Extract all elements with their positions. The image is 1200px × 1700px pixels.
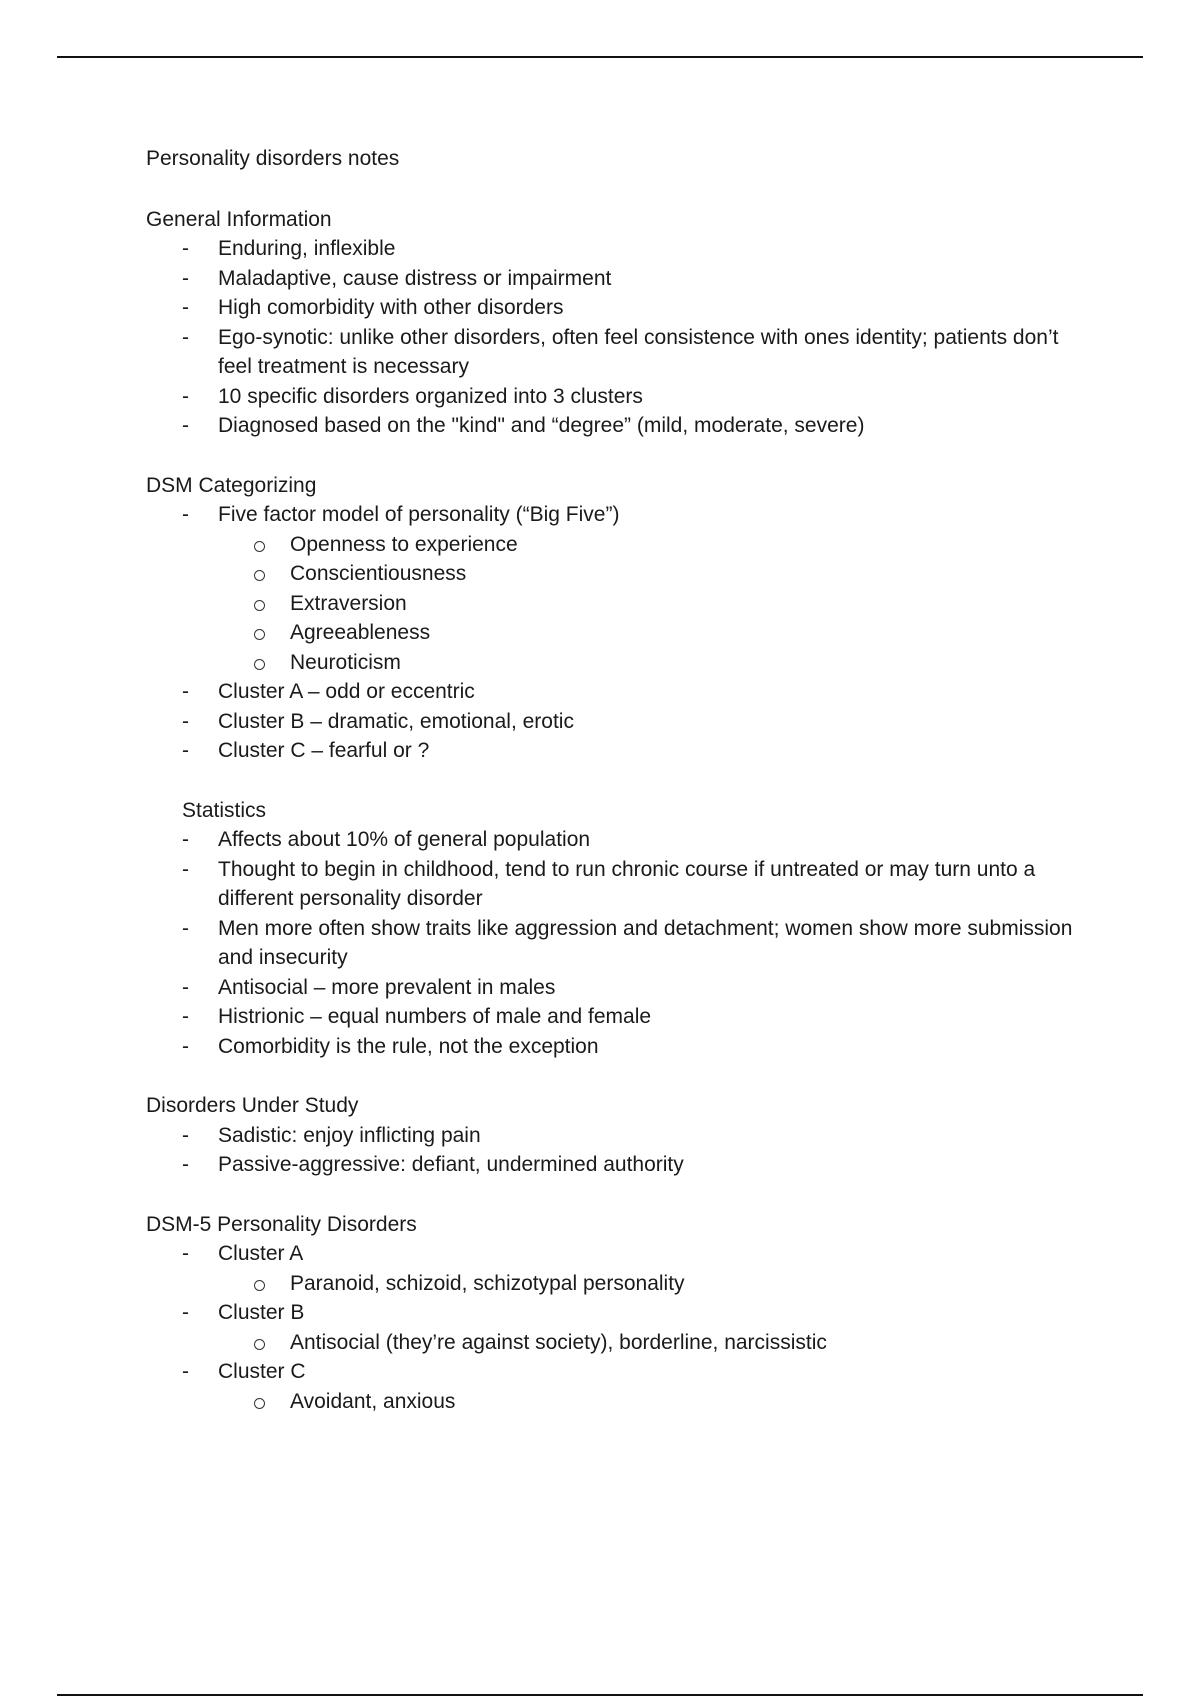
circle-bullet-icon <box>254 600 265 611</box>
list-item <box>146 825 1096 855</box>
dash-bullet-icon: - <box>182 828 189 851</box>
dash-bullet-icon: - <box>182 266 189 290</box>
dash-bullet-icon: - <box>182 1034 189 1058</box>
section-heading: Statistics <box>182 798 267 822</box>
dash-bullet-icon: - <box>182 384 189 408</box>
sub-list-item-text: Antisocial (they’re against society), borderline, narcissistic <box>290 1330 827 1354</box>
list-item <box>146 914 1096 973</box>
dash-bullet-icon: - <box>182 1123 189 1147</box>
sub-list-item-text: Paranoid, schizoid, schizotypal personality <box>290 1271 685 1295</box>
list-item-text: Men more often show traits like aggression and detachment; women show more submission and insecurity <box>218 916 1073 969</box>
list-item-text: High comorbidity with other disorders <box>218 296 564 319</box>
section-heading: General Information <box>146 207 332 231</box>
list-item-text: Maladaptive, cause distress or impairment <box>218 266 612 290</box>
list-item-text: Cluster A – odd or eccentric <box>218 680 475 703</box>
sub-list-item-text: Extraversion <box>290 591 407 615</box>
list-item-text: Cluster C – fearful or ? <box>218 739 430 762</box>
list-item-text: Histrionic – equal numbers of male and female <box>218 1005 652 1028</box>
sub-list-item <box>218 530 1096 560</box>
sub-list-item-text: Openness to experience <box>290 532 518 556</box>
list-item <box>146 293 1096 323</box>
sub-list-item <box>218 1387 1096 1417</box>
footer-rule <box>57 1694 1143 1696</box>
list-item <box>146 1298 1096 1357</box>
list-item-text: Comorbidity is the rule, not the exception <box>218 1034 599 1058</box>
bullet-list <box>146 825 1096 1061</box>
list-item <box>146 973 1096 1003</box>
list-item-text: Antisocial – more prevalent in males <box>218 975 556 999</box>
circle-bullet-icon <box>254 541 265 552</box>
sub-list-item <box>218 559 1096 589</box>
dash-bullet-icon: - <box>182 1301 189 1324</box>
list-item-text: Thought to begin in childhood, tend to run chronic course if untreated or may turn unto a different personality disorder <box>218 857 1036 910</box>
dash-bullet-icon: - <box>182 1242 189 1265</box>
sub-list-item-text: Conscientiousness <box>290 562 467 585</box>
circle-bullet-icon <box>254 1339 265 1350</box>
sub-list-item <box>218 618 1096 648</box>
dash-bullet-icon: - <box>182 1360 189 1383</box>
circle-bullet-icon <box>254 1398 265 1409</box>
list-item <box>146 411 1096 441</box>
list-item <box>146 264 1096 294</box>
bullet-list <box>146 1121 1096 1180</box>
dash-bullet-icon: - <box>182 680 189 703</box>
header-rule <box>57 56 1143 58</box>
sub-list-item <box>218 589 1096 619</box>
list-item-text: Diagnosed based on the "kind" and “degree” (mild, moderate, severe) <box>218 414 865 437</box>
list-item-text: Affects about 10% of general population <box>218 828 591 851</box>
section-disorders-under-study <box>146 1091 1096 1180</box>
dash-bullet-icon: - <box>182 916 189 940</box>
dash-bullet-icon: - <box>182 857 189 881</box>
cluster-label: Cluster B <box>218 1301 305 1324</box>
list-item-text: Passive-aggressive: defiant, undermined authority <box>218 1153 684 1176</box>
dash-bullet-icon: - <box>182 237 189 260</box>
sub-list-item <box>218 1269 1096 1299</box>
list-item <box>146 1032 1096 1062</box>
list-item-text: 10 specific disorders organized into 3 clusters <box>218 384 643 408</box>
section-statistics <box>146 796 1096 1062</box>
sub-bullet-list <box>218 1328 1096 1358</box>
dash-bullet-icon: - <box>182 414 189 437</box>
list-item <box>146 382 1096 412</box>
dash-bullet-icon: - <box>182 975 189 999</box>
list-item-text: Ego-synotic: unlike other disorders, often feel consistence with ones identity; patients don’t feel treatment is necessary <box>218 325 1059 378</box>
list-item <box>146 1150 1096 1180</box>
section-dsm5-personality-disorders <box>146 1210 1096 1417</box>
list-item <box>146 1121 1096 1151</box>
circle-bullet-icon <box>254 629 265 640</box>
list-item <box>146 736 1096 766</box>
list-item-text: Enduring, inflexible <box>218 237 396 260</box>
list-item <box>146 677 1096 707</box>
sub-list-item <box>218 648 1096 678</box>
bullet-list <box>146 500 1096 766</box>
list-item-text: Five factor model of personality (“Big Five”) <box>218 503 620 526</box>
section-heading: DSM-5 Personality Disorders <box>146 1212 417 1236</box>
bullet-list <box>146 234 1096 441</box>
cluster-label: Cluster C <box>218 1360 306 1383</box>
document-page <box>146 144 1096 1446</box>
dash-bullet-icon: - <box>182 739 189 762</box>
list-item <box>146 234 1096 264</box>
sub-bullet-list <box>218 530 1096 678</box>
cluster-label: Cluster A <box>218 1242 304 1265</box>
dash-bullet-icon: - <box>182 709 189 733</box>
section-general-information <box>146 205 1096 441</box>
list-item <box>146 855 1096 914</box>
section-heading: DSM Categorizing <box>146 473 317 497</box>
dash-bullet-icon: - <box>182 1005 189 1028</box>
circle-bullet-icon <box>254 570 265 581</box>
sub-list-item-text: Neuroticism <box>290 650 401 674</box>
bullet-list <box>146 1239 1096 1416</box>
list-item <box>146 1239 1096 1298</box>
sub-bullet-list <box>218 1387 1096 1417</box>
sub-list-item <box>218 1328 1096 1358</box>
list-item-text: Sadistic: enjoy inflicting pain <box>218 1123 481 1147</box>
section-heading: Disorders Under Study <box>146 1094 359 1117</box>
dash-bullet-icon: - <box>182 503 189 526</box>
dash-bullet-icon: - <box>182 1153 189 1176</box>
list-item <box>146 1357 1096 1416</box>
list-item <box>146 1002 1096 1032</box>
list-item-text: Cluster B – dramatic, emotional, erotic <box>218 709 574 733</box>
list-item <box>146 323 1096 382</box>
dash-bullet-icon: - <box>182 296 189 319</box>
dash-bullet-icon: - <box>182 325 189 349</box>
circle-bullet-icon <box>254 659 265 670</box>
circle-bullet-icon <box>254 1280 265 1291</box>
sub-bullet-list <box>218 1269 1096 1299</box>
sub-list-item-text: Avoidant, anxious <box>290 1389 456 1413</box>
section-dsm-categorizing <box>146 471 1096 766</box>
document-title: Personality disorders notes <box>146 147 400 170</box>
list-item <box>146 707 1096 737</box>
list-item <box>146 500 1096 677</box>
sub-list-item-text: Agreeableness <box>290 621 431 644</box>
